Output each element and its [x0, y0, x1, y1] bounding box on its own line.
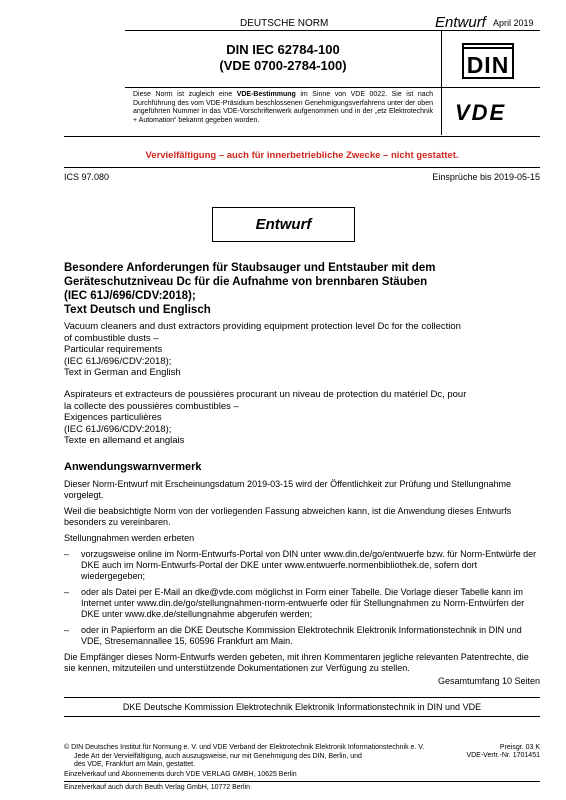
list-item: – oder in Papierform an die DKE Deutsche Kommission Elektrotechnik Elektronik Informationstechnik in DIN und VDE, Stresemannallee 15, 60596 Frankfurt am Main. [64, 625, 542, 647]
vde-order-number: VDE-Vertr.-Nr. 1701451 [466, 752, 540, 759]
title-english: Vacuum cleaners and dust extractors providing equipment protection level Dc for the collection of combustible dusts – Particular requirements (IEC 61J/696/CDV:2018); Text in German and English [64, 321, 461, 378]
draft-mark: Entwurf [435, 14, 486, 31]
warning-paragraph-1: Dieser Norm-Entwurf mit Erscheinungsdatum 2019-03-15 wird der Öffentlichkeit zur Prüfung und Stellungnahme vorgelegt. [64, 479, 512, 500]
header-bottom-rule [64, 136, 540, 137]
reproduction-warning: Vervielfältigung – auch für innerbetriebliche Zwecke – nicht gestattet. [145, 150, 459, 161]
warning-paragraph-3: Stellungnahmen werden erbeten [64, 533, 195, 543]
draft-box [212, 207, 355, 242]
dke-line: DKE Deutsche Kommission Elektrotechnik Elektronik Informationstechnik in DIN und VDE [122, 702, 482, 712]
dke-top-rule [64, 697, 540, 698]
list-item: – oder als Datei per E-Mail an dke@vde.com möglichst in Form einer Tabelle. Die Vorlage dieser Tabelle kann im Internet unter www.din.de/go/stellungnahmen-norm-entwuerfe oder für Stellungnahmen zu Norm-Entwürfen der DKE unter www.dke.de/stellungnahme abgerufen werden; [64, 587, 542, 620]
warning-heading: Anwendungswarnvermerk [64, 461, 202, 473]
objection-deadline: Einsprüche bis 2019-05-15 [432, 172, 540, 182]
title-german: Besondere Anforderungen für Staubsauger und Entstauber mit dem Geräteschutzniveau Dc für die Aufnahme von brennbaren Stäuben (IEC 61J/696/CDV:2018); Text Deutsch und Englisch [64, 262, 436, 316]
total-pages: Gesamtumfang 10 Seiten [437, 676, 540, 686]
dke-bottom-rule [64, 716, 540, 717]
din-logo: DIN [462, 43, 514, 79]
copyright-notice: © DIN Deutsches Institut für Normung e. V. und VDE Verband der Elektrotechnik Elektronik Informationstechnik e. V. Jede Art der Vervielfältigung, auch auszugsweise, nur mit Genehmigung des DIN, Berlin, und des VDE, Frankfurt am Main, gestattet. [64, 744, 425, 768]
warning-rule [64, 167, 540, 168]
publication-date: April 2019 [493, 18, 534, 28]
title-french: Aspirateurs et extracteurs de poussières procurant un niveau de protection du matériel Dc, pour la collecte des poussières combustibles – Exigences particulières (IEC 61J/696/CDV:2018); Texte en allemand et anglais [64, 389, 467, 446]
header-mid-rule [125, 87, 540, 88]
vde-logo: VDE [455, 100, 507, 125]
list-item: – vorzugsweise online im Norm-Entwurfs-Portal von DIN unter www.din.de/go/entwuerfe bzw. für Norm-Entwürfe der DKE auch im Norm-Entwurfs-Portal der DKE unter www.entwuerfe.normenbibliothek.de, sofern dort wiedergegeben; [64, 549, 542, 582]
warning-paragraph-4: Die Empfänger dieses Norm-Entwurfs werden gebeten, mit ihren Kommentaren jegliche relevanten Patentrechte, die sie kennen, mitzuteilen und unterstützende Dokumentationen zur Verfügung zu stellen. [64, 652, 529, 673]
ics-code: ICS 97.080 [64, 172, 110, 182]
comment-channels-list [64, 549, 542, 647]
price-group: Preisgr. 03 K [499, 744, 540, 751]
norm-type: DEUTSCHE NORM [240, 18, 329, 29]
vde-notice: Diese Norm ist zugleich eine VDE-Bestimmung im Sinne von VDE 0022. Sie ist nach Durchführung des vom VDE-Präsidium beschlossenen Genehmigungsverfahrens unter der oben angeführten Nummer in das VDE-Vorschriftenwerk aufgenommen und in der „etz Elektrotechnik + Automation“ bekannt gegeben worden. [133, 91, 433, 124]
header-top-rule [125, 30, 540, 31]
sales-rule [64, 781, 540, 782]
header-divider-vertical [441, 30, 442, 135]
standard-number: DIN IEC 62784-100 [226, 42, 340, 57]
warning-body [64, 479, 542, 674]
warning-paragraph-2: Weil die beabsichtigte Norm von der vorliegenden Fassung abweichen kann, ist die Anwendung dieses Entwurfs besonders zu vereinbaren. [64, 506, 512, 527]
sales-info-vde: Einzelverkauf und Abonnements durch VDE VERLAG GMBH, 10625 Berlin [64, 771, 297, 778]
sales-info-beuth: Einzelverkauf auch durch Beuth Verlag GmbH, 10772 Berlin [64, 784, 250, 791]
vde-classification: (VDE 0700-2784-100) [219, 58, 347, 73]
draft-box-label: Entwurf [255, 216, 312, 233]
